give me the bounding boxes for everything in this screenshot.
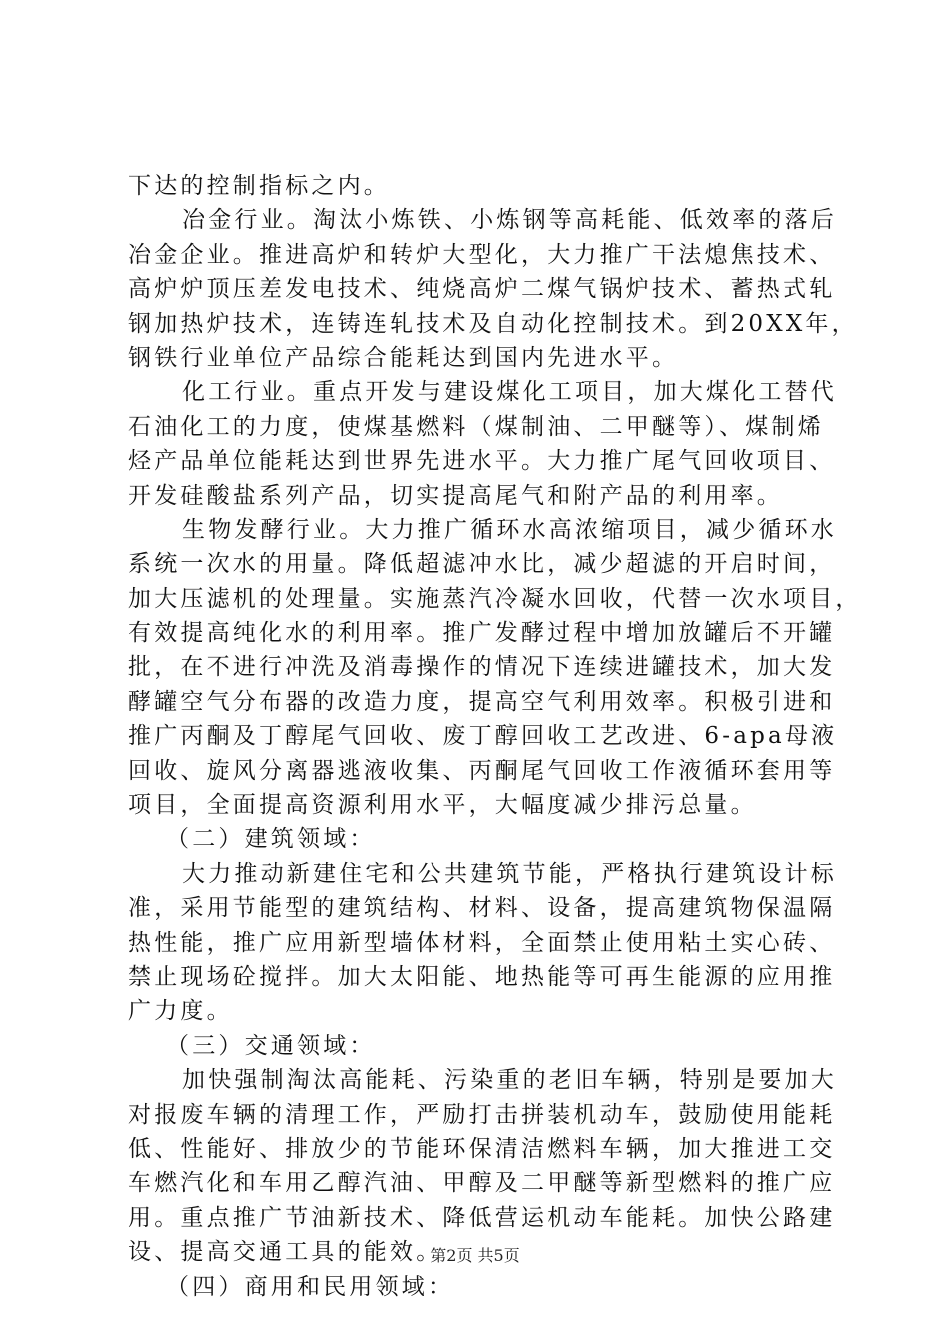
text-line: 热性能，推广应用新型墙体材料，全面禁止使用粘土实心砖、 [128,929,836,956]
text-line: 车燃汽化和车用乙醇汽油、甲醇及二甲醚等新型燃料的推广应 [128,1170,836,1197]
text-line: 对报废车辆的清理工作，严励打击拼装机动车，鼓励使用能耗 [128,1101,836,1128]
text-line: 准，采用节能型的建筑结构、材料、设备，提高建筑物保温隔 [128,895,836,922]
text-line: 回收、旋风分离器逃液收集、丙酮尾气回收工作液循环套用等 [128,757,836,784]
text-line: 批，在不进行冲洗及消毒操作的情况下连续进罐技术，加大发 [128,654,836,681]
text-line: 钢加热炉技术，连铸连轧技术及自动化控制技术。到20XX年， [128,310,858,337]
text-line: 加大压滤机的处理量。实施蒸汽冷凝水回收，代替一次水项目， [128,585,862,612]
text-line: 系统一次水的用量。降低超滤冲水比，减少超滤的开启时间， [128,551,836,578]
paragraph-start-construction: 大力推动新建住宅和公共建筑节能，严格执行建筑设计标 [182,860,837,887]
paragraph-start-fermentation: 生物发酵行业。大力推广循环水高浓缩项目，减少循环水 [182,516,837,543]
text-line: 下达的控制指标之内。 [128,173,390,199]
text-line: 酵罐空气分布器的改造力度，提高空气利用效率。积极引进和 [128,688,836,715]
text-line: 广力度。 [128,998,233,1025]
paragraph-start-metallurgy: 冶金行业。淘汰小炼铁、小炼钢等高耗能、低效率的落后 [182,207,837,234]
section-heading-commercial: （四）商用和民用领域： [166,1273,455,1300]
text-line: 项目，全面提高资源利用水平，大幅度减少排污总量。 [128,792,757,819]
text-line: 冶金企业。推进高炉和转炉大型化，大力推广干法熄焦技术、 [128,241,836,268]
text-line: 石油化工的力度，使煤基燃料（煤制油、二甲醚等）、煤制烯 [128,413,824,440]
text-line: 高炉炉顶压差发电技术、纯烧高炉二煤气锅炉技术、蓄热式轧 [128,276,836,303]
text-line: 设、提高交通工具的能效。 [128,1239,443,1266]
paragraph-start-transport: 加快强制淘汰高能耗、污染重的老旧车辆，特别是要加大 [182,1067,837,1094]
section-heading-transport: （三）交通领域： [166,1032,376,1059]
document-body [128,169,862,1304]
text-line: 低、性能好、排放少的节能环保清洁燃料车辆，加大推进工交 [128,1135,836,1162]
text-line: 烃产品单位能耗达到世界先进水平。大力推广尾气回收项目、 [128,448,836,475]
text-line: 有效提高纯化水的利用率。推广发酵过程中增加放罐后不开罐 [128,620,836,647]
text-line: 禁止现场砼搅拌。加大太阳能、地热能等可再生能源的应用推 [128,963,836,990]
page-number-footer: 第2页 共5页 [430,1246,520,1265]
text-line: 钢铁行业单位产品综合能耗达到国内先进水平。 [128,344,679,371]
text-line: 用。重点推广节油新技术、降低营运机动车能耗。加快公路建 [128,1204,836,1231]
paragraph-start-chemical: 化工行业。重点开发与建设煤化工项目，加大煤化工替代 [182,379,837,406]
section-heading-construction: （二）建筑领域： [166,826,376,853]
text-line: 开发硅酸盐系列产品，切实提高尾气和附产品的利用率。 [128,482,783,509]
text-line: 推广丙酮及丁醇尾气回收、废丁醇回收工艺改进、6-apa母液 [128,723,838,750]
